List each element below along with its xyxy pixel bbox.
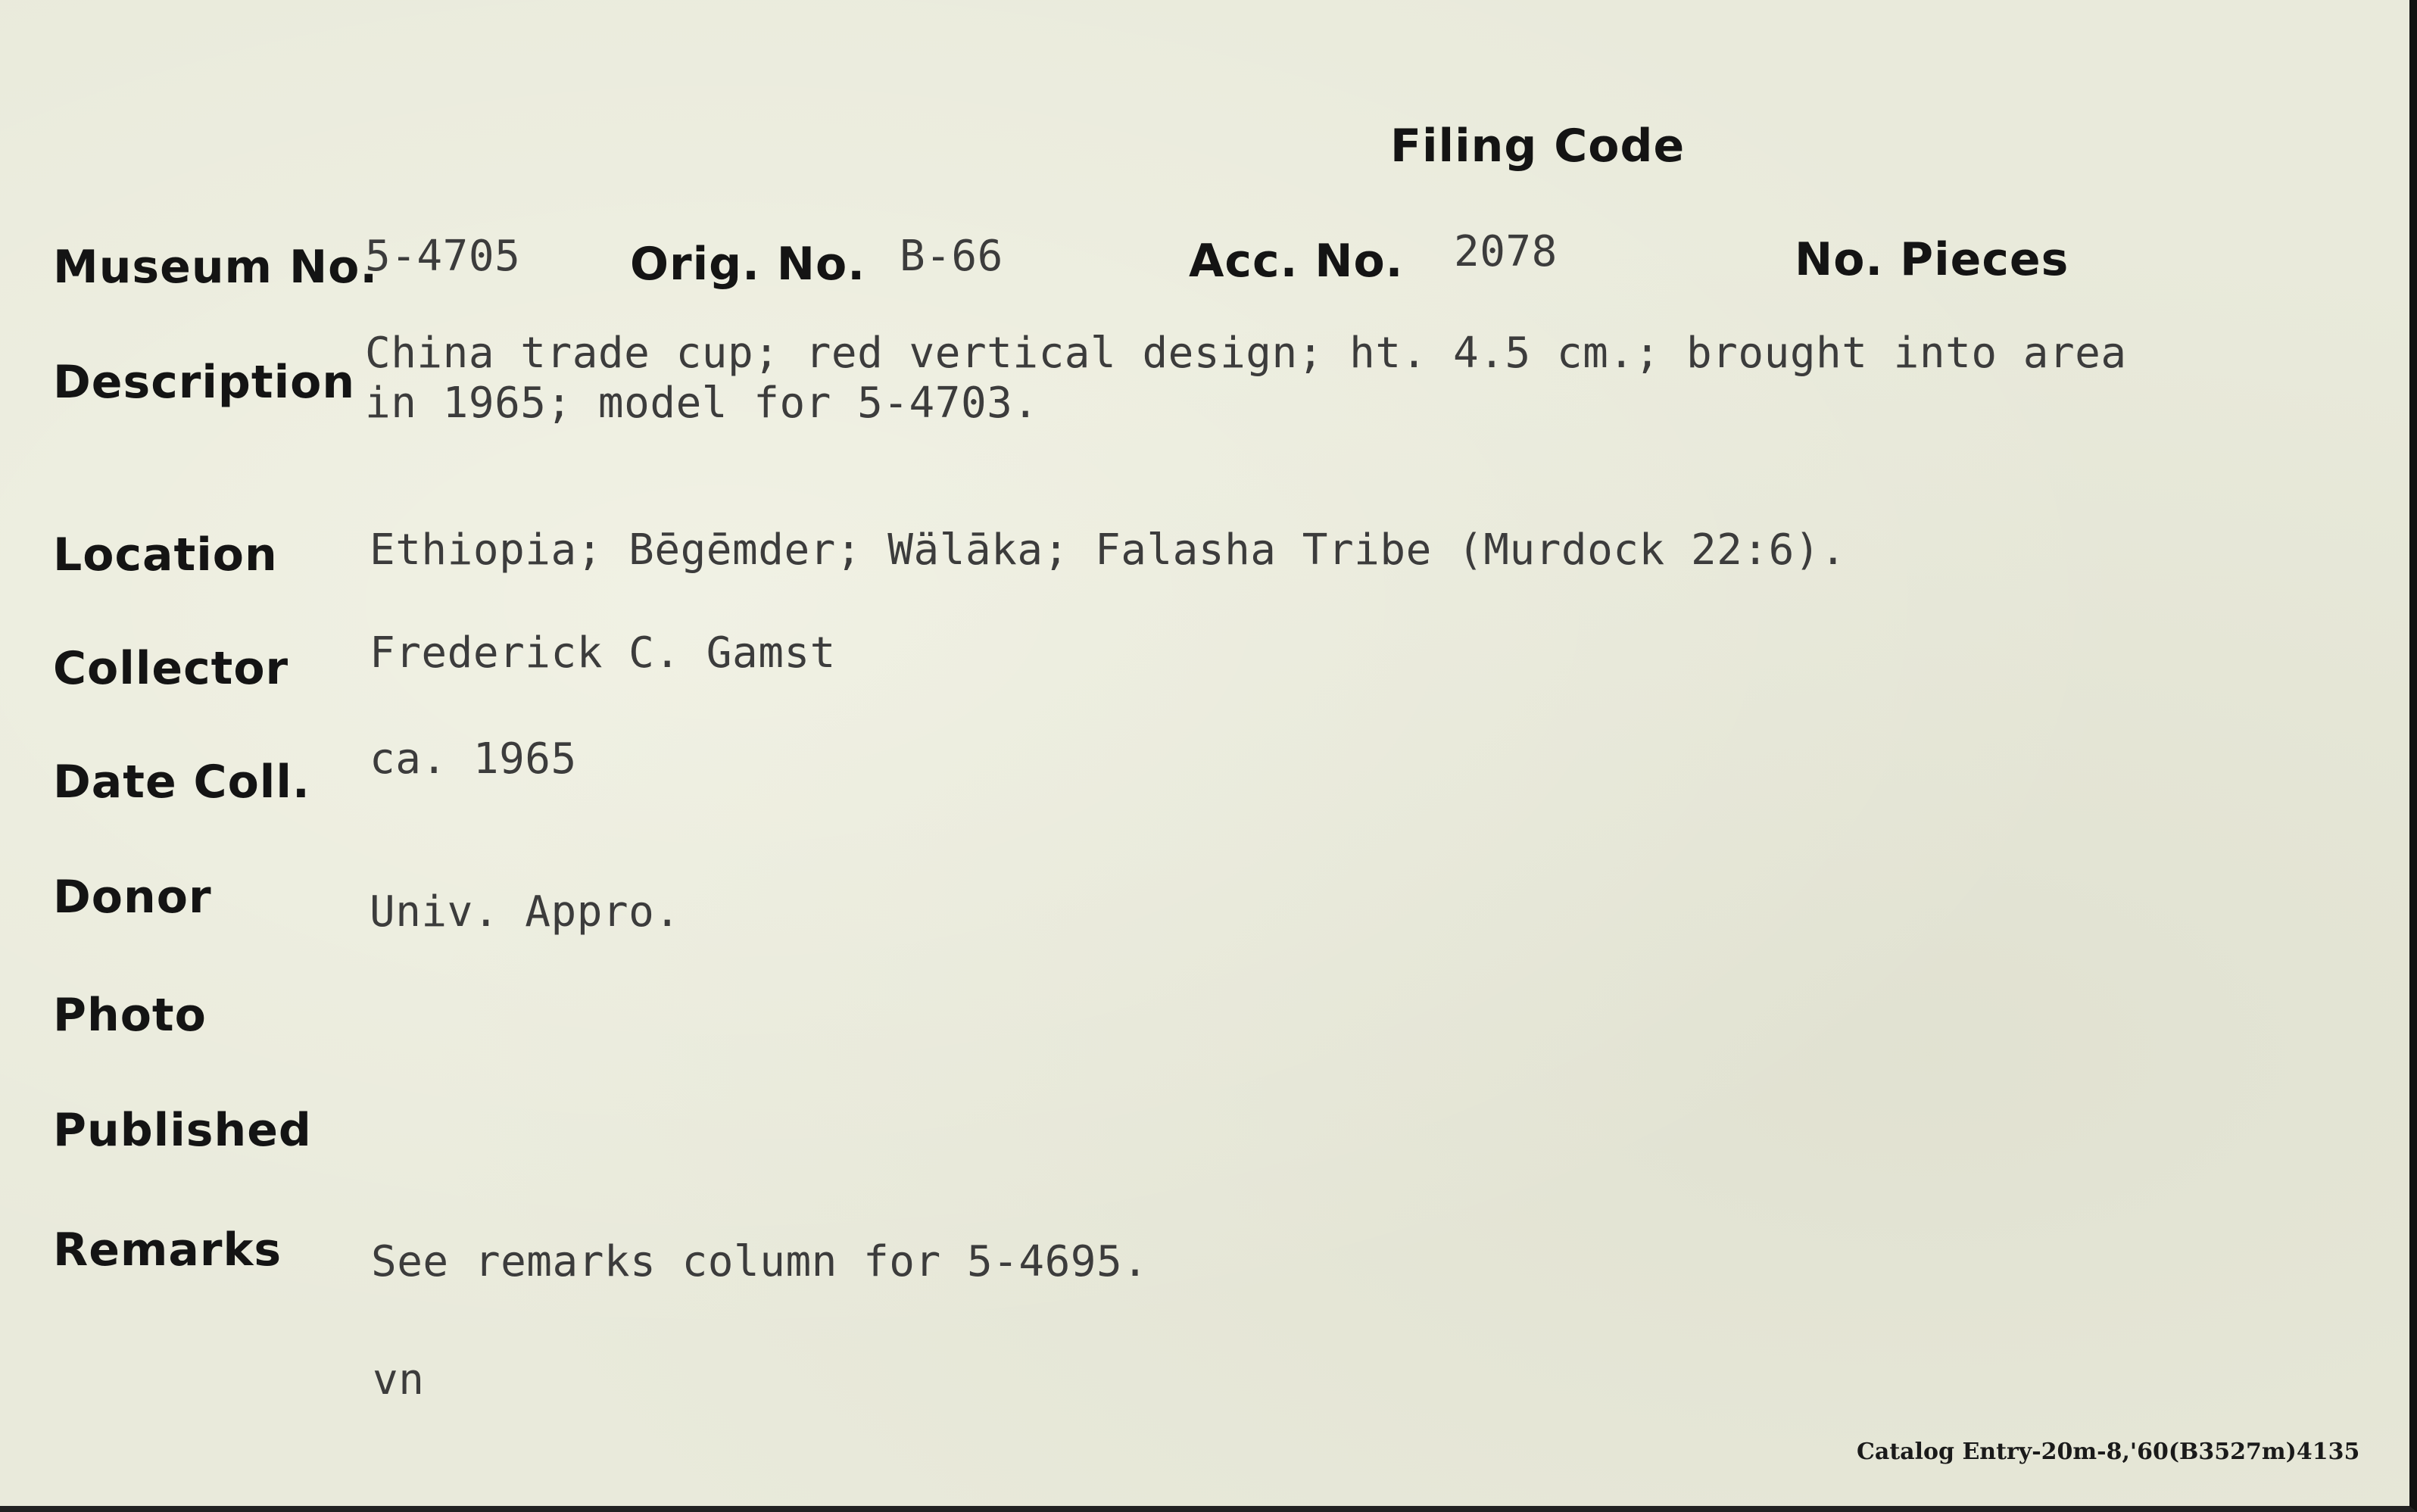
acc-no-label: Acc. No. (1189, 235, 1404, 288)
cataloger-initials: vn (373, 1355, 425, 1404)
date-coll-value: ca. 1965 (370, 734, 577, 784)
date-coll-label: Date Coll. (53, 756, 310, 809)
remarks-label: Remarks (53, 1224, 282, 1277)
museum-no-label: Museum No. (53, 241, 379, 294)
acc-no-value: 2078 (1454, 227, 1558, 276)
description-value: China trade cup; red vertical design; ht. 4.5 cm.; brought into area in 1965; model for 5-4703. (365, 329, 2127, 428)
location-label: Location (53, 528, 278, 581)
filing-code-label: Filing Code (1390, 120, 1686, 173)
donor-value: Univ. Appro. (370, 887, 681, 937)
collector-value: Frederick C. Gamst (370, 628, 836, 678)
location-value: Ethiopia; Bēgēmder; Wälāka; Falasha Tribe (Murdock 22:6). (370, 525, 1847, 575)
collector-label: Collector (53, 642, 289, 695)
no-pieces-label: No. Pieces (1795, 233, 2069, 286)
published-label: Published (53, 1104, 312, 1157)
remarks-value: See remarks column for 5-4695. (371, 1237, 1149, 1286)
card-footer-imprint: Catalog Entry-20m-8,'60(B3527m)4135 (1857, 1439, 2360, 1465)
museum-no-value: 5-4705 (365, 232, 521, 281)
donor-label: Donor (53, 871, 212, 924)
description-label: Description (53, 356, 356, 409)
orig-no-label: Orig. No. (630, 238, 866, 291)
photo-label: Photo (53, 989, 207, 1042)
orig-no-value: B-66 (900, 232, 1003, 281)
